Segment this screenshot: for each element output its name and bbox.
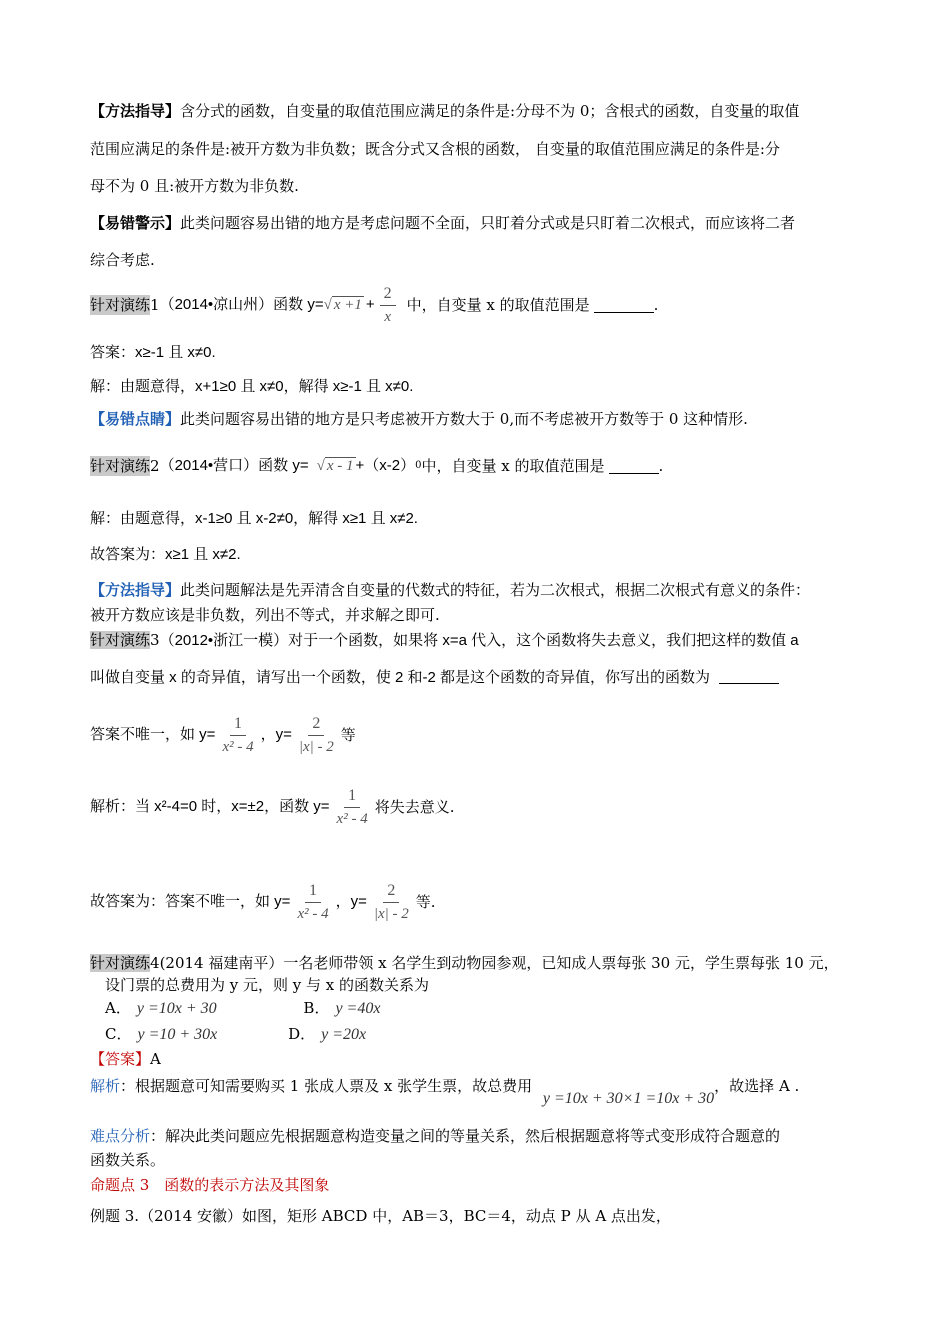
exercise-4-answer: 【答案】A bbox=[90, 1050, 161, 1068]
method-guide-tag: 【方法指导】 bbox=[90, 102, 181, 120]
exercise-tag: 针对演练 bbox=[90, 457, 151, 475]
analysis-tag: 解析 bbox=[90, 1077, 121, 1095]
answer-blank bbox=[594, 298, 654, 313]
fraction-1-over-x2-minus-4: $\frac{1}{\text{x² - 4}}$ bbox=[297, 881, 329, 922]
exercise-1-hint: 【易错点睛】此类问题容易出错的地方是只考虑被开方数大于 0,而不考虑被开方数等于 0 这种情形. bbox=[90, 410, 748, 428]
exercise-2-question: 针对演练 2 （2014•营口）函数 y= √ x - 1 +（x-2） 0 中，自变量 x 的取值范围是 . bbox=[90, 457, 664, 475]
option-b: B． y =40x bbox=[303, 999, 381, 1017]
exercise-1-answer: 答案：x≥-1 且 x≠0. bbox=[90, 344, 216, 361]
total-cost-formula: y =10x + 30×1 =10x + 30 bbox=[542, 1090, 715, 1107]
exercise-3-line-2: 叫做自变量 x 的奇异值，请写出一个函数，使 2 和-2 都是这个函数的奇异值，你写出的函数为 bbox=[90, 667, 779, 688]
exercise-1-question: 针对演练 1 （2014•凉山州）函数 y= √ x +1 + $\frac{2}{x}$ 中，自变量 x 的取值范围是 . bbox=[90, 288, 658, 322]
method-guide-tag: 【方法指导】 bbox=[90, 581, 181, 599]
warning-line-1: 【易错警示】此类问题容易出错的地方是考虑问题不全面，只盯着分式或是只盯着二次根式，而应该将二者 bbox=[90, 214, 796, 232]
fraction-2-over-x: $\frac{2}{x}$ bbox=[380, 283, 396, 328]
exercise-3-answer: 答案不唯一，如 y= $\frac{1}{\text{x² - 4}}$ ，y= $\frac{2}{|x| - 2}$ 等 bbox=[90, 710, 356, 760]
fraction-2-over-abs-x-minus-2: $\frac{2}{|x| - 2}$ bbox=[373, 881, 409, 922]
answer-tag: 【答案】 bbox=[90, 1050, 151, 1068]
exercise-3-line-1: 针对演练3（2012•浙江一模）对于一个函数，如果将 x=a 代入，这个函数将失去意义，我们把这样的数值 a bbox=[90, 631, 799, 649]
answer-blank bbox=[609, 459, 659, 474]
method-guide-1-line-2: 范围应满足的条件是:被开方数为非负数；既含分式又含根的函数， 自变量的取值范围应满足的条件是:分 bbox=[90, 140, 780, 158]
exercise-3-final: 故答案为：答案不唯一，如 y= $\frac{1}{\text{x² - 4}}$ ，y= $\frac{2}{|x| - 2}$ 等. bbox=[90, 877, 436, 927]
exercise-4-line-2: 设门票的总费用为 y 元，则 y 与 x 的函数关系为 bbox=[105, 976, 430, 994]
exercise-1-solution: 解：由题意得，x+1≥0 且 x≠0，解得 x≥-1 且 x≠0. bbox=[90, 378, 414, 395]
fraction-1-over-x2-minus-4: $\frac{1}{\text{x² - 4}}$ bbox=[222, 714, 254, 755]
exercise-tag: 针对演练 bbox=[90, 631, 151, 649]
option-a: A． y =10x + 30 bbox=[105, 999, 217, 1017]
hint-tag: 【易错点睛】 bbox=[90, 410, 181, 428]
fraction-1-over-x2-minus-4: $\frac{1}{\text{x² - 4}}$ bbox=[336, 786, 368, 827]
warning-line-2: 综合考虑. bbox=[90, 251, 155, 269]
exercise-4-options-cd bbox=[105, 1024, 366, 1045]
difficulty-analysis-line-2: 函数关系。 bbox=[90, 1151, 166, 1169]
exercise-2-answer: 故答案为：x≥1 且 x≠2. bbox=[90, 546, 241, 563]
option-c: C． y =10 + 30x bbox=[105, 1025, 218, 1043]
warning-tag: 【易错警示】 bbox=[90, 214, 181, 232]
exercise-4-analysis: 解析：根据题意可知需要购买 1 张成人票及 x 张学生票，故总费用 y =10x + 30×1 =10x + 30，故选择 A . bbox=[90, 1077, 800, 1107]
answer-blank bbox=[719, 669, 779, 684]
method-guide-1-line-3: 母不为 0 且:被开方数为非负数. bbox=[90, 177, 299, 195]
exercise-3-analysis: 解析：当 x²-4=0 时，x=±2，函数 y= $\frac{1}{\text{x² - 4}}$ 将失去意义. bbox=[90, 782, 454, 832]
method-guide-2-line-1: 【方法指导】此类问题解法是先弄清含自变量的代数式的特征，若为二次根式，根据二次根式有意义的条件： bbox=[90, 581, 811, 599]
option-d: D． y =20x bbox=[288, 1025, 367, 1043]
exercise-4-options-ab bbox=[105, 998, 380, 1019]
section-title: 命题点 3 函数的表示方法及其图象 bbox=[90, 1176, 330, 1194]
sqrt-expression: √ x - 1 bbox=[316, 458, 354, 474]
method-guide-2-line-2: 被开方数应该是非负数，列出不等式，并求解之即可. bbox=[90, 606, 440, 624]
fraction-2-over-abs-x-minus-2: $\frac{2}{|x| - 2}$ bbox=[298, 714, 334, 755]
exercise-tag: 针对演练 bbox=[90, 954, 151, 972]
example-3-intro: 例题 3.（2014 安徽）如图，矩形 ABCD 中，AB＝3，BC＝4，动点 P 从 A 点出发， bbox=[90, 1207, 671, 1225]
exercise-tag: 针对演练 bbox=[90, 296, 151, 314]
exercise-4-line-1: 针对演练4(2014 福建南平）一名老师带领 x 名学生到动物园参观，已知成人票每张 30 元，学生票每张 10 元， bbox=[90, 954, 839, 972]
exercise-2-solution: 解：由题意得，x-1≥0 且 x-2≠0，解得 x≥1 且 x≠2. bbox=[90, 510, 418, 527]
sqrt-expression: √ x +1 bbox=[323, 297, 362, 313]
method-guide-1-line-1: 【方法指导】含分式的函数，自变量的取值范围应满足的条件是:分母不为 0；含根式的函数，自变量的取值 bbox=[90, 102, 800, 120]
difficulty-tag: 难点分析 bbox=[90, 1127, 151, 1145]
difficulty-analysis-line-1: 难点分析：解决此类问题应先根据题意构造变量之间的等量关系，然后根据题意将等式变形成符合题意的 bbox=[90, 1127, 781, 1145]
